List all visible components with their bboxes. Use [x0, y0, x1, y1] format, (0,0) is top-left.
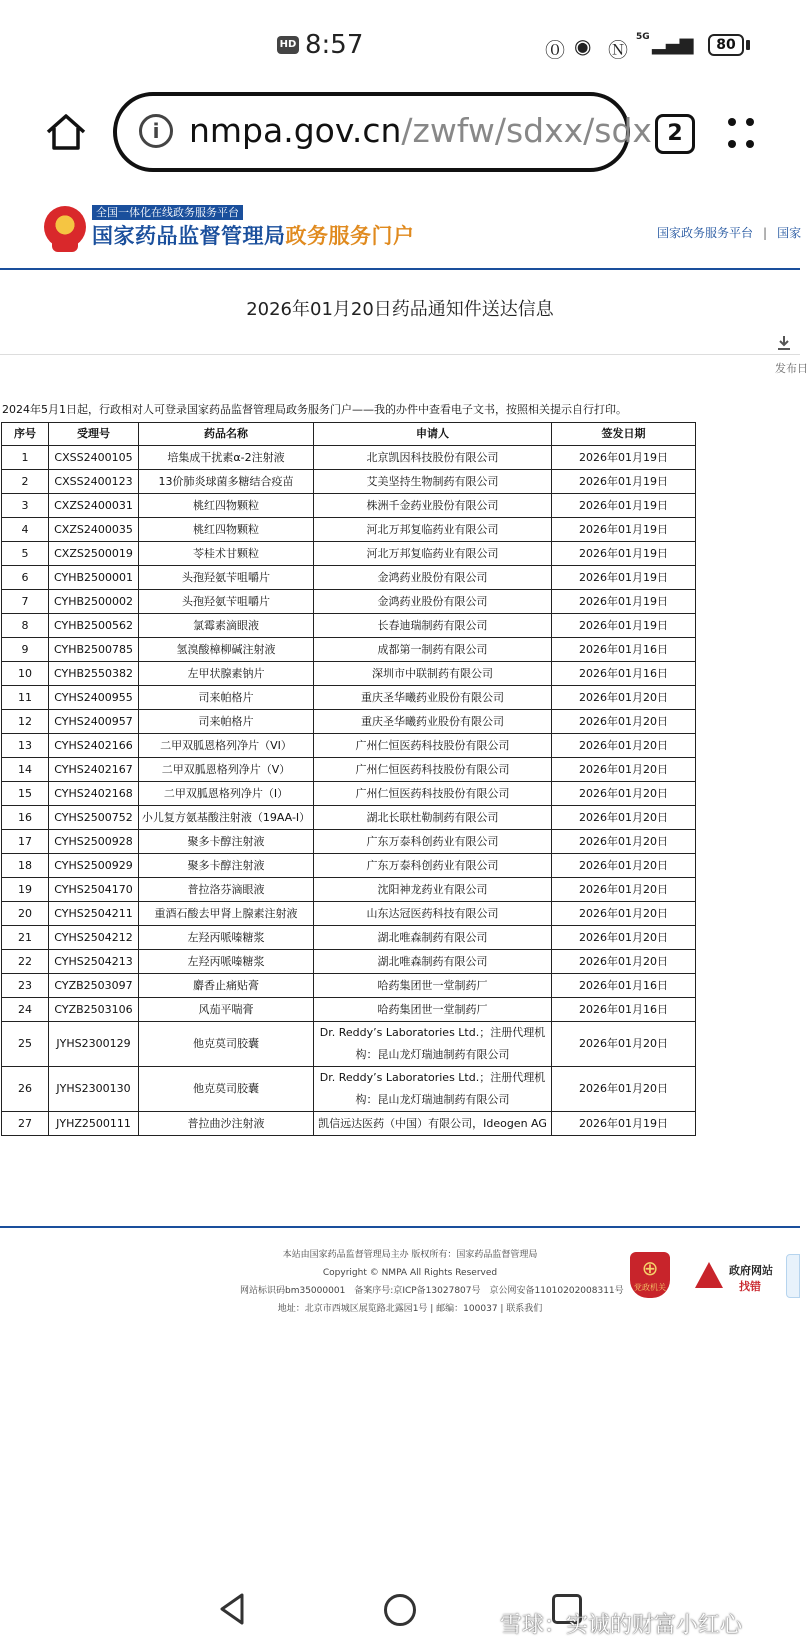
national-emblem-icon[interactable]	[44, 206, 86, 248]
cell-issue-date: 2026年01月19日	[552, 614, 696, 638]
page-title: 2026年01月20日药品通知件送达信息	[246, 299, 554, 320]
cell-accept-no: CYHS2504213	[49, 950, 139, 974]
header-divider	[0, 268, 800, 270]
cell-index: 10	[2, 662, 49, 686]
cell-accept-no: CYHS2504212	[49, 926, 139, 950]
cell-issue-date: 2026年01月20日	[552, 926, 696, 950]
link-separator: |	[763, 226, 768, 240]
tabs-button[interactable]: 2	[655, 114, 695, 154]
cell-applicant: 山东达冠医药科技有限公司	[314, 902, 552, 926]
title-divider	[0, 354, 800, 355]
cell-drug-name: 二甲双胍恩格列净片（I）	[139, 782, 314, 806]
cell-accept-no: CXZS2400035	[49, 518, 139, 542]
table-row	[2, 470, 696, 494]
gov-site-error-badge[interactable]	[695, 1262, 785, 1292]
site-info-icon[interactable]: i	[139, 114, 173, 148]
status-bar	[0, 0, 800, 92]
home-button[interactable]	[44, 110, 88, 154]
table-row	[2, 950, 696, 974]
cell-accept-no: JYHS2300129	[49, 1022, 139, 1067]
cell-accept-no: JYHS2300130	[49, 1067, 139, 1112]
site-title-sub: 政务服务门户	[285, 224, 415, 248]
cell-accept-no: CYHB2500562	[49, 614, 139, 638]
back-triangle-icon	[218, 1592, 246, 1626]
cell-issue-date: 2026年01月19日	[552, 542, 696, 566]
cell-issue-date: 2026年01月20日	[552, 950, 696, 974]
cell-issue-date: 2026年01月20日	[552, 710, 696, 734]
cell-accept-no: CYHS2500928	[49, 830, 139, 854]
cell-issue-date: 2026年01月19日	[552, 518, 696, 542]
table-row	[2, 830, 696, 854]
cell-issue-date: 2026年01月19日	[552, 1112, 696, 1136]
cell-index: 26	[2, 1067, 49, 1112]
cell-drug-name: 桃红四物颗粒	[139, 494, 314, 518]
cell-applicant: 重庆圣华曦药业股份有限公司	[314, 686, 552, 710]
cell-index: 6	[2, 566, 49, 590]
footer-copyright: Copyright © NMPA All Rights Reserved	[322, 1268, 498, 1278]
cell-applicant: 艾美坚持生物制药有限公司	[314, 470, 552, 494]
cell-accept-no: CXZS2400031	[49, 494, 139, 518]
cell-applicant: 长春迪瑞制药有限公司	[314, 614, 552, 638]
cell-drug-name: 聚多卡醇注射液	[139, 830, 314, 854]
menu-dot	[728, 140, 736, 148]
footer-sponsor: 本站由国家药品监督管理局主办 版权所有：国家药品监督管理局	[282, 1250, 538, 1260]
footer-address: 地址：北京市西城区展览路北露园1号 | 邮编：100037 | 联系我们	[277, 1304, 543, 1314]
cell-drug-name: 苓桂术甘颗粒	[139, 542, 314, 566]
site-title[interactable]	[92, 220, 415, 250]
cell-index: 19	[2, 878, 49, 902]
table-row	[2, 1022, 696, 1067]
cell-applicant: 广东万泰科创药业有限公司	[314, 830, 552, 854]
cell-index: 9	[2, 638, 49, 662]
table-row	[2, 662, 696, 686]
cell-accept-no: CYHS2400955	[49, 686, 139, 710]
battery-tip	[746, 40, 750, 50]
table-row	[2, 854, 696, 878]
eye-comfort-icon: ◉	[574, 34, 592, 58]
cell-drug-name: 桃红四物颗粒	[139, 518, 314, 542]
cell-issue-date: 2026年01月20日	[552, 758, 696, 782]
cell-index: 3	[2, 494, 49, 518]
cell-issue-date: 2026年01月16日	[552, 638, 696, 662]
cell-issue-date: 2026年01月20日	[552, 734, 696, 758]
cell-drug-name: 左甲状腺素钠片	[139, 662, 314, 686]
cell-index: 20	[2, 902, 49, 926]
cell-issue-date: 2026年01月20日	[552, 806, 696, 830]
cell-accept-no: CYHB2500785	[49, 638, 139, 662]
table-row	[2, 974, 696, 998]
cell-accept-no: CYHS2500752	[49, 806, 139, 830]
table-body	[2, 446, 696, 1136]
network-type: 5G	[636, 32, 650, 42]
cell-applicant: 广东万泰科创药业有限公司	[314, 854, 552, 878]
warning-icon	[695, 1262, 723, 1288]
cell-index: 4	[2, 518, 49, 542]
cell-accept-no: JYHZ2500111	[49, 1112, 139, 1136]
cell-drug-name: 左羟丙哌嗪糖浆	[139, 926, 314, 950]
site-title-main: 国家药品监督管理局	[92, 224, 286, 248]
cell-applicant: 广州仁恒医药科技股份有限公司	[314, 758, 552, 782]
url-path: /zwfw/sdxx/sdx	[401, 111, 652, 150]
notice-text: 2024年5月1日起，行政相对人可登录国家药品监督管理局政务服务门户——我的办件中查看电子文书，按照相关提示自行打印。	[2, 403, 627, 416]
cell-applicant: Dr. Reddy’s Laboratories Ltd.；注册代理机构：昆山龙灯瑞迪制药有限公司	[314, 1022, 552, 1067]
cell-accept-no: CYHB2500002	[49, 590, 139, 614]
footer-divider	[0, 1226, 800, 1228]
table-row	[2, 638, 696, 662]
cell-drug-name: 左羟丙哌嗪糖浆	[139, 950, 314, 974]
table-row	[2, 614, 696, 638]
cell-index: 24	[2, 998, 49, 1022]
error-badge-title: 政府网站	[729, 1264, 773, 1277]
menu-dot	[746, 118, 754, 126]
col-header-issue-date: 签发日期	[552, 423, 696, 446]
table-row	[2, 590, 696, 614]
battery-level: 80	[708, 34, 744, 56]
cell-drug-name: 普拉曲沙注射液	[139, 1112, 314, 1136]
cell-index: 17	[2, 830, 49, 854]
party-gov-badge[interactable]: ⊕ 党政机关	[630, 1252, 670, 1298]
cell-applicant: 深圳市中联制药有限公司	[314, 662, 552, 686]
cell-issue-date: 2026年01月16日	[552, 662, 696, 686]
cell-drug-name: 头孢羟氨苄咀嚼片	[139, 566, 314, 590]
cell-applicant: 广州仁恒医药科技股份有限公司	[314, 782, 552, 806]
cell-applicant: 湖北长联杜勒制药有限公司	[314, 806, 552, 830]
cell-accept-no: CYHS2402166	[49, 734, 139, 758]
cell-applicant: 湖北唯森制药有限公司	[314, 926, 552, 950]
cell-applicant: 北京凯因科技股份有限公司	[314, 446, 552, 470]
cell-accept-no: CYHS2504211	[49, 902, 139, 926]
cell-applicant: 湖北唯森制药有限公司	[314, 950, 552, 974]
cell-accept-no: CYZB2503106	[49, 998, 139, 1022]
cell-applicant: 沈阳神龙药业有限公司	[314, 878, 552, 902]
footer-info	[240, 1246, 624, 1318]
cell-index: 2	[2, 470, 49, 494]
cell-index: 22	[2, 950, 49, 974]
table-row	[2, 902, 696, 926]
cell-issue-date: 2026年01月20日	[552, 1022, 696, 1067]
n-icon: Ⓝ	[608, 38, 628, 62]
cell-applicant: 河北万邦复临药业有限公司	[314, 518, 552, 542]
cell-drug-name: 司来帕格片	[139, 686, 314, 710]
cell-accept-no: CXSS2400105	[49, 446, 139, 470]
cell-drug-name: 司来帕格片	[139, 710, 314, 734]
footer-registration: 网站标识码bm35000001 备案序号:京ICP备13027807号 京公网安备11010202008311号	[240, 1286, 624, 1296]
cell-issue-date: 2026年01月20日	[552, 1067, 696, 1112]
cell-applicant: 金鸿药业股份有限公司	[314, 590, 552, 614]
cell-issue-date: 2026年01月20日	[552, 878, 696, 902]
cell-drug-name: 氢溴酸樟柳碱注射液	[139, 638, 314, 662]
cell-issue-date: 2026年01月20日	[552, 854, 696, 878]
cell-issue-date: 2026年01月16日	[552, 998, 696, 1022]
cell-applicant: 广州仁恒医药科技股份有限公司	[314, 734, 552, 758]
cell-applicant: 哈药集团世一堂制药厂	[314, 974, 552, 998]
cell-index: 11	[2, 686, 49, 710]
table-row	[2, 1067, 696, 1112]
cell-index: 21	[2, 926, 49, 950]
menu-dot	[728, 118, 736, 126]
header-links	[657, 224, 801, 241]
table-row	[2, 686, 696, 710]
cell-accept-no: CYHS2402167	[49, 758, 139, 782]
col-header-accept-no: 受理号	[49, 423, 139, 446]
table-row	[2, 710, 696, 734]
cell-applicant: Dr. Reddy’s Laboratories Ltd.；注册代理机构：昆山龙灯瑞迪制药有限公司	[314, 1067, 552, 1112]
cell-drug-name: 重酒石酸去甲肾上腺素注射液	[139, 902, 314, 926]
link-national-platform[interactable]: 国家政务服务平台	[657, 226, 754, 240]
cell-issue-date: 2026年01月19日	[552, 470, 696, 494]
address-bar[interactable]	[113, 92, 652, 172]
cell-index: 5	[2, 542, 49, 566]
cell-index: 12	[2, 710, 49, 734]
cell-issue-date: 2026年01月19日	[552, 566, 696, 590]
watermark: 雪球：实诚的财富小红心	[500, 1613, 743, 1638]
cell-index: 27	[2, 1112, 49, 1136]
cell-index: 18	[2, 854, 49, 878]
col-header-applicant: 申请人	[314, 423, 552, 446]
nav-home-button[interactable]	[384, 1594, 416, 1626]
cell-accept-no: CXZS2500019	[49, 542, 139, 566]
cell-issue-date: 2026年01月20日	[552, 902, 696, 926]
table-row	[2, 494, 696, 518]
cell-accept-no: CXSS2400123	[49, 470, 139, 494]
cell-drug-name: 他克莫司胶囊	[139, 1022, 314, 1067]
cell-index: 13	[2, 734, 49, 758]
cell-applicant: 凯信远达医药（中国）有限公司，Ideogen AG	[314, 1112, 552, 1136]
home-icon	[44, 110, 88, 154]
more-menu-button[interactable]	[728, 114, 758, 154]
cell-index: 8	[2, 614, 49, 638]
cell-drug-name: 二甲双胍恩格列净片（V）	[139, 758, 314, 782]
cell-drug-name: 聚多卡醇注射液	[139, 854, 314, 878]
download-glyph	[776, 335, 792, 351]
cell-issue-date: 2026年01月19日	[552, 494, 696, 518]
nfc-icon: ⓪	[545, 38, 565, 62]
publish-date-label: 发布日	[775, 362, 808, 375]
cell-drug-name: 小儿复方氨基酸注射液（19AA-I）	[139, 806, 314, 830]
cell-index: 16	[2, 806, 49, 830]
error-badge-action: 找错	[739, 1280, 761, 1293]
cell-accept-no: CYHS2402168	[49, 782, 139, 806]
cell-applicant: 株洲千金药业股份有限公司	[314, 494, 552, 518]
cell-drug-name: 麝香止痛贴膏	[139, 974, 314, 998]
cell-drug-name: 他克莫司胶囊	[139, 1067, 314, 1112]
cell-drug-name: 头孢羟氨苄咀嚼片	[139, 590, 314, 614]
table-row	[2, 1112, 696, 1136]
cell-index: 23	[2, 974, 49, 998]
url-host: nmpa.gov.cn	[189, 111, 402, 150]
menu-dot	[746, 140, 754, 148]
cell-index: 15	[2, 782, 49, 806]
site-header	[0, 200, 800, 270]
platform-tag: 全国一体化在线政务服务平台	[92, 205, 243, 220]
cell-index: 25	[2, 1022, 49, 1067]
cell-accept-no: CYHS2500929	[49, 854, 139, 878]
cell-index: 7	[2, 590, 49, 614]
status-time: 8:57	[305, 30, 364, 60]
cell-issue-date: 2026年01月16日	[552, 974, 696, 998]
cell-drug-name: 风茄平喘膏	[139, 998, 314, 1022]
cell-accept-no: CYHS2400957	[49, 710, 139, 734]
table-row	[2, 566, 696, 590]
cell-applicant: 金鸿药业股份有限公司	[314, 566, 552, 590]
cell-accept-no: CYZB2503097	[49, 974, 139, 998]
signal-icon: ▂▄▆	[652, 34, 694, 55]
cell-issue-date: 2026年01月20日	[552, 830, 696, 854]
table-row	[2, 782, 696, 806]
link-national[interactable]: 国家	[777, 226, 802, 240]
download-icon[interactable]	[776, 335, 792, 351]
notification-table	[1, 422, 696, 1136]
table-row	[2, 998, 696, 1022]
table-row	[2, 878, 696, 902]
accessibility-badge[interactable]	[786, 1254, 800, 1298]
nav-back-button[interactable]	[218, 1592, 246, 1626]
col-header-drug-name: 药品名称	[139, 423, 314, 446]
cell-accept-no: CYHB2500001	[49, 566, 139, 590]
cell-applicant: 成都第一制药有限公司	[314, 638, 552, 662]
table-row	[2, 542, 696, 566]
cell-applicant: 哈药集团世一堂制药厂	[314, 998, 552, 1022]
cell-index: 1	[2, 446, 49, 470]
cell-drug-name: 二甲双胍恩格列净片（VI）	[139, 734, 314, 758]
cell-drug-name: 氯霉素滴眼液	[139, 614, 314, 638]
hd-badge: HD	[277, 36, 299, 54]
table-row	[2, 518, 696, 542]
table-row	[2, 806, 696, 830]
cell-applicant: 重庆圣华曦药业股份有限公司	[314, 710, 552, 734]
cell-issue-date: 2026年01月19日	[552, 590, 696, 614]
table-row	[2, 734, 696, 758]
cell-issue-date: 2026年01月19日	[552, 446, 696, 470]
table-row	[2, 758, 696, 782]
url-text[interactable]	[189, 111, 652, 150]
cell-drug-name: 培集成干扰素α-2注射液	[139, 446, 314, 470]
cell-drug-name: 普拉洛芬滴眼液	[139, 878, 314, 902]
cell-issue-date: 2026年01月20日	[552, 686, 696, 710]
cell-issue-date: 2026年01月20日	[552, 782, 696, 806]
cell-accept-no: CYHB2550382	[49, 662, 139, 686]
cell-drug-name: 13价肺炎球菌多糖结合疫苗	[139, 470, 314, 494]
cell-accept-no: CYHS2504170	[49, 878, 139, 902]
table-row	[2, 446, 696, 470]
table-row	[2, 926, 696, 950]
cell-index: 14	[2, 758, 49, 782]
table-header-row	[2, 423, 696, 446]
cell-applicant: 河北万邦复临药业有限公司	[314, 542, 552, 566]
col-header-index: 序号	[2, 423, 49, 446]
